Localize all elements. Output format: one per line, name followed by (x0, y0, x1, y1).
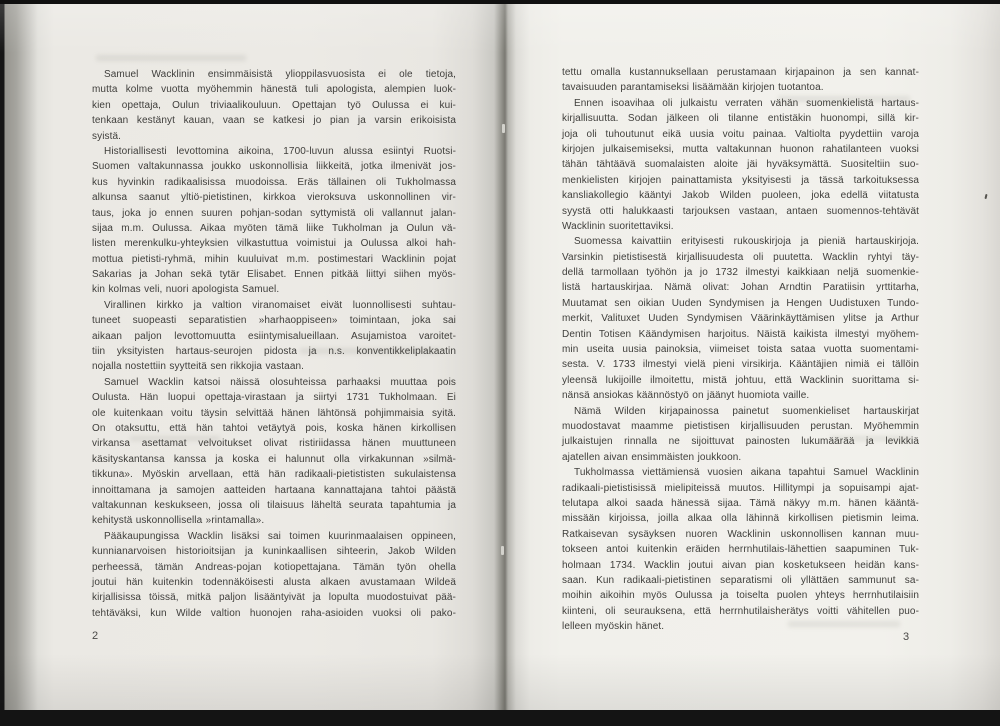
text-line: perheessä, tämän Andreas-pojan kotiopettajana. Tämän työn ohella (92, 561, 456, 573)
page-3-text-column (562, 65, 919, 634)
text-line: kirjojen julkaisemiseksi, mutta valtakunnan huonon rahatilanteen vuoksi (562, 143, 919, 155)
text-line: kien opettaja, Oulun triviaalikouluun. Opettajan työ Oulussa ei kui- (92, 99, 456, 111)
text-line: muodostavat maamme pietistisen kirjallisuuden perustan. Myöhemmin (562, 420, 919, 432)
text-line: Virallinen kirkko ja valtion viranomaiset eivät luonnollisesti suhtau- (104, 299, 456, 311)
text-line: Oulusta. Hän luopui opettaja-virastaan ja siirtyi 1731 Tukholmaan. Ei (92, 392, 456, 404)
page-number-left: 2 (92, 630, 99, 642)
text-line: Tukholmassa viettämiensä vuosien aikana tapahtui Samuel Wacklinin (574, 467, 919, 479)
binding-stitch (502, 124, 505, 133)
text-line: Suomessa kaivattiin erityisesti rukouskirjoja ja pieniä hartauskirjoja. (574, 236, 919, 248)
text-line: taus, joka jo ennen suuren pohjan-sodan syttymistä oli vallannut jalan- (92, 207, 456, 219)
ink-speck (984, 194, 987, 199)
text-line: kansliakollegio kääntyi Jakob Wilden puoleen, joka edellä viitatusta (562, 190, 919, 202)
text-line: kiinteni, oli seurauksena, että herrnhutilaisherätys voitti vähitellen puo- (562, 605, 919, 617)
text-line: aikaan paljon levottomuutta esiintymisalueillaan. Asujamistoa varoitet- (92, 330, 456, 342)
text-line: Varsinkin pietistisestä kirjallisuudesta oli puutetta. Wacklin ryhtyi täy- (562, 251, 919, 263)
text-line: käsityskantansa kanssa ja koska ei halunnut olla virkakunnan »silmä- (92, 453, 456, 465)
book-spread (0, 4, 1000, 710)
text-line: Ratkaisevan sysäyksen nuoren Wacklinin uskonnollisen kannan muu- (562, 528, 919, 540)
text-line: kin kolmas veli, nuori apologista Samuel. (92, 284, 280, 296)
text-line: holmaan 1734. Wacklin joutui aivan pian kosketukseen heidän kans- (562, 559, 919, 571)
text-line: Samuel Wacklin katsoi näissä olosuhteissa parhaaksi muuttaa pois (104, 376, 456, 388)
text-line: Dentin Totisen Käändymisen harjoitus. Näistä kaikista ilmestyi myöhem- (562, 328, 919, 340)
paragraph (92, 298, 456, 375)
text-line: moihin aikoihin myös Oulussa ja toiselta puolen yhteys herrnhutilaisiin (562, 590, 919, 602)
text-line: ajatellen aivan ensimmäisten joukkoon. (562, 451, 742, 463)
text-line: saan. Kun radikaali-pietistinen separatismi oli yllättäen sammunut sa- (562, 574, 919, 586)
text-line: merkit, Valituxet Uuden Syndymisen Väärinkäyttämisen ylitse ja Arthur (562, 313, 919, 325)
text-line: yleensä lukijoille ilmoitettu, mistä johtuu, että Wacklinin suorittama si- (562, 374, 919, 386)
text-line: syystä otti halukkaasti tarjouksen vastaan, antaen suomennos-tehtävät (562, 205, 919, 217)
paragraph (562, 234, 919, 403)
text-line: listen merenkulku-yhteyksien vilkastuttua voimistui ja Oulussa alkoi hah- (92, 238, 456, 250)
text-line: innoittamana ja samojen aatteiden hartaana kannattajana tahtoi päästä (92, 484, 456, 496)
text-line: tenkaan kestänyt kauan, vaan se katkesi jo pian ja varsin erikoisista (92, 115, 456, 127)
text-line: Muutamat sen oikian Uuden Syndymisen ja Hengen Uudistuxen Tundo- (562, 297, 919, 309)
text-line: tuneet suopeasti separatistien »harhaoppiseen» toimintaan, joka sai (92, 315, 456, 327)
text-line: joja oli tuhoutunut eikä uusia voitu painaa. Valtiolta pyydettiin varoja (562, 128, 919, 140)
binding-stitch (501, 546, 504, 555)
text-line: kehitystä uskonnollisella »rintamalla». (92, 515, 265, 527)
text-line: listä hartauskirjaa. Nämä olivat: Johan Arndtin Paratiisin yrttitarha, (562, 282, 919, 294)
show-through-artifact (830, 436, 912, 441)
text-line: Samuel Wacklinin ensimmäisistä ylioppilasvuosista ei ole tietoja, (104, 69, 456, 80)
text-line: telutapa alkoi saada hänessä sijaa. Tämä näkyy m.m. hänen kääntä- (562, 497, 919, 509)
show-through-artifact (300, 348, 440, 354)
paragraph (562, 404, 919, 466)
text-line: valtakunnan keskukseen, jossa oli tilaisuus läheltä seurata tapahtumia ja (92, 499, 456, 511)
text-line: kirjallisissa töissä, mitkä paljon lisääntyivät ja lopulta muodostuivat pää- (92, 592, 456, 604)
text-line: radikaali-pietistisissä mielipiteissä muutos. Hillitympi ja sopuisampi ajat- (562, 482, 919, 494)
text-line: Historiallisesti levottomina aikoina, 1700-luvun alussa esiintyi Ruotsi- (104, 145, 456, 157)
text-line: On otaksuttu, että hän tahtoi vetäytyä pois, koska hänen kirkollisen (92, 422, 456, 434)
paragraph (562, 65, 919, 96)
text-line: tiin yksityisten hartaus-seurojen pidosta ja n.s. konventikkeliplakaatin (92, 346, 456, 358)
paragraph (562, 465, 919, 634)
text-line: Suomen valtakunnassa joukko uskonnollisia liikkeitä, jotka ilmenivät jos- (92, 161, 456, 173)
text-line: alkunsa saanut yltiö-pietistinen, kirkkoa vieroksuva uskonnollinen vir- (92, 192, 456, 204)
text-line: tähän tähtäävä suomalaisten aloite jäi hyväksymättä. Suositeltiin suo- (562, 159, 919, 171)
text-line: Nämä Wilden kirjapainossa painetut suomenkieliset hartauskirjat (574, 405, 919, 417)
text-line: lelleen myöskin hänet. (562, 621, 665, 633)
paragraph (562, 96, 919, 235)
text-line: julkaistujen rinnalla ne sijoittuvat painosten lukumäärää ja levikkiä (562, 436, 919, 448)
text-line: tettu omalla kustannuksellaan perustamaan kirjapainon ja sen kannat- (562, 67, 919, 78)
text-line: missään kirjoissa, joilla alkaa olla lähinnä kirkollisen pietismin leima. (562, 513, 919, 525)
page-number-right: 3 (903, 631, 910, 643)
show-through-artifact (130, 436, 220, 441)
text-line: nänsä ansiokas käännöstyö on jäänyt huomiota vaille. (562, 390, 810, 402)
text-line: virkansa asettamat velvoitukset olivat ristiriidassa hänen muuttuneen (92, 438, 456, 450)
text-line: kus hyvinkin radikaalisissa muodoissa. Eräs tällainen oli Tukholmassa (92, 176, 456, 188)
text-line: min useita uusia painoksia, viimeiset toista sataa vuotta suomentami- (562, 344, 919, 356)
text-line: joutui hän kuitenkin todennäköisesti alusta alkaen avustamaan Wildeä (92, 576, 456, 588)
page-2-text-column (92, 67, 456, 621)
paragraph (92, 375, 456, 529)
text-line: menkielisten kirjojen painattamista yksityisesti ja tässä tarkoituksessa (562, 174, 919, 186)
text-line: Pääkaupungissa Wacklin lisäksi sai toimen kuurinmaalaisen oppineen, (104, 530, 456, 542)
scan-edge-bottom (0, 710, 1000, 726)
text-line: kirjallisuutta. Sodan jälkeen oli tilanne entistäkin huonompi, sillä kir- (562, 113, 919, 125)
text-line: kunnianarvoisen historioitsijan ja kuninkaallisen sihteerin, Jakob Wilden (92, 546, 456, 558)
text-line: dellä tarmollaan työhön ja jo 1732 ilmestyi kaikkiaan neljä suomenkie- (562, 267, 919, 279)
text-line: sesta. V. 1733 ilmestyi vielä pieni virsikirja. Kääntäjien nimiä ei tällöin (562, 359, 919, 371)
text-line: Ennen isoavihaa oli julkaistu verraten vähän suomenkielistä hartaus- (574, 97, 919, 109)
paragraph (92, 144, 456, 298)
text-line: mutta kolme vuotta myöhemmin hänestä tuli apologista, alempien luok- (92, 84, 456, 96)
text-line: tikkuna». Myöskin arvellaan, että hän radikaali-pietististen sukulaistensa (92, 469, 456, 481)
show-through-artifact (96, 55, 246, 61)
text-line: Wacklinin suoritettaviksi. (562, 220, 674, 232)
text-line: Sakarias ja Johan sekä tytär Elisabet. Ennen pitkää liittyi siihen myös- (92, 269, 456, 281)
text-line: syistä. (92, 130, 122, 142)
text-line: tavaisuuden parantamiseksi lisäämään kirjojen tuotantoa. (562, 82, 824, 94)
show-through-artifact (788, 621, 900, 627)
paragraph (92, 529, 456, 621)
text-line: tokseen antoi kuitenkin eräiden herrnhutilais-lähettien saapuminen Tuk- (562, 544, 919, 556)
show-through-artifact (778, 96, 910, 102)
text-line: ole kuitenkaan voitu täysin selvittää hänen lähtönsä pohjimmaisia syitä. (92, 407, 456, 419)
text-line: sijaa m.m. Oulussa. Aikaa myöten tämä liike Tukholman ja Oulun vä- (92, 222, 456, 234)
paragraph (92, 67, 456, 144)
text-line: mottua pietisti-ryhmä, mihin kuuluivat m.m. postimestari Wacklinin pojat (92, 253, 456, 265)
text-line: nojalla nostettiin syytteitä sen rikkojia vastaan. (92, 361, 305, 373)
text-line: tehtäväksi, kun Wilde valtion huonojen raha-asioiden vuoksi oli pako- (92, 607, 456, 619)
